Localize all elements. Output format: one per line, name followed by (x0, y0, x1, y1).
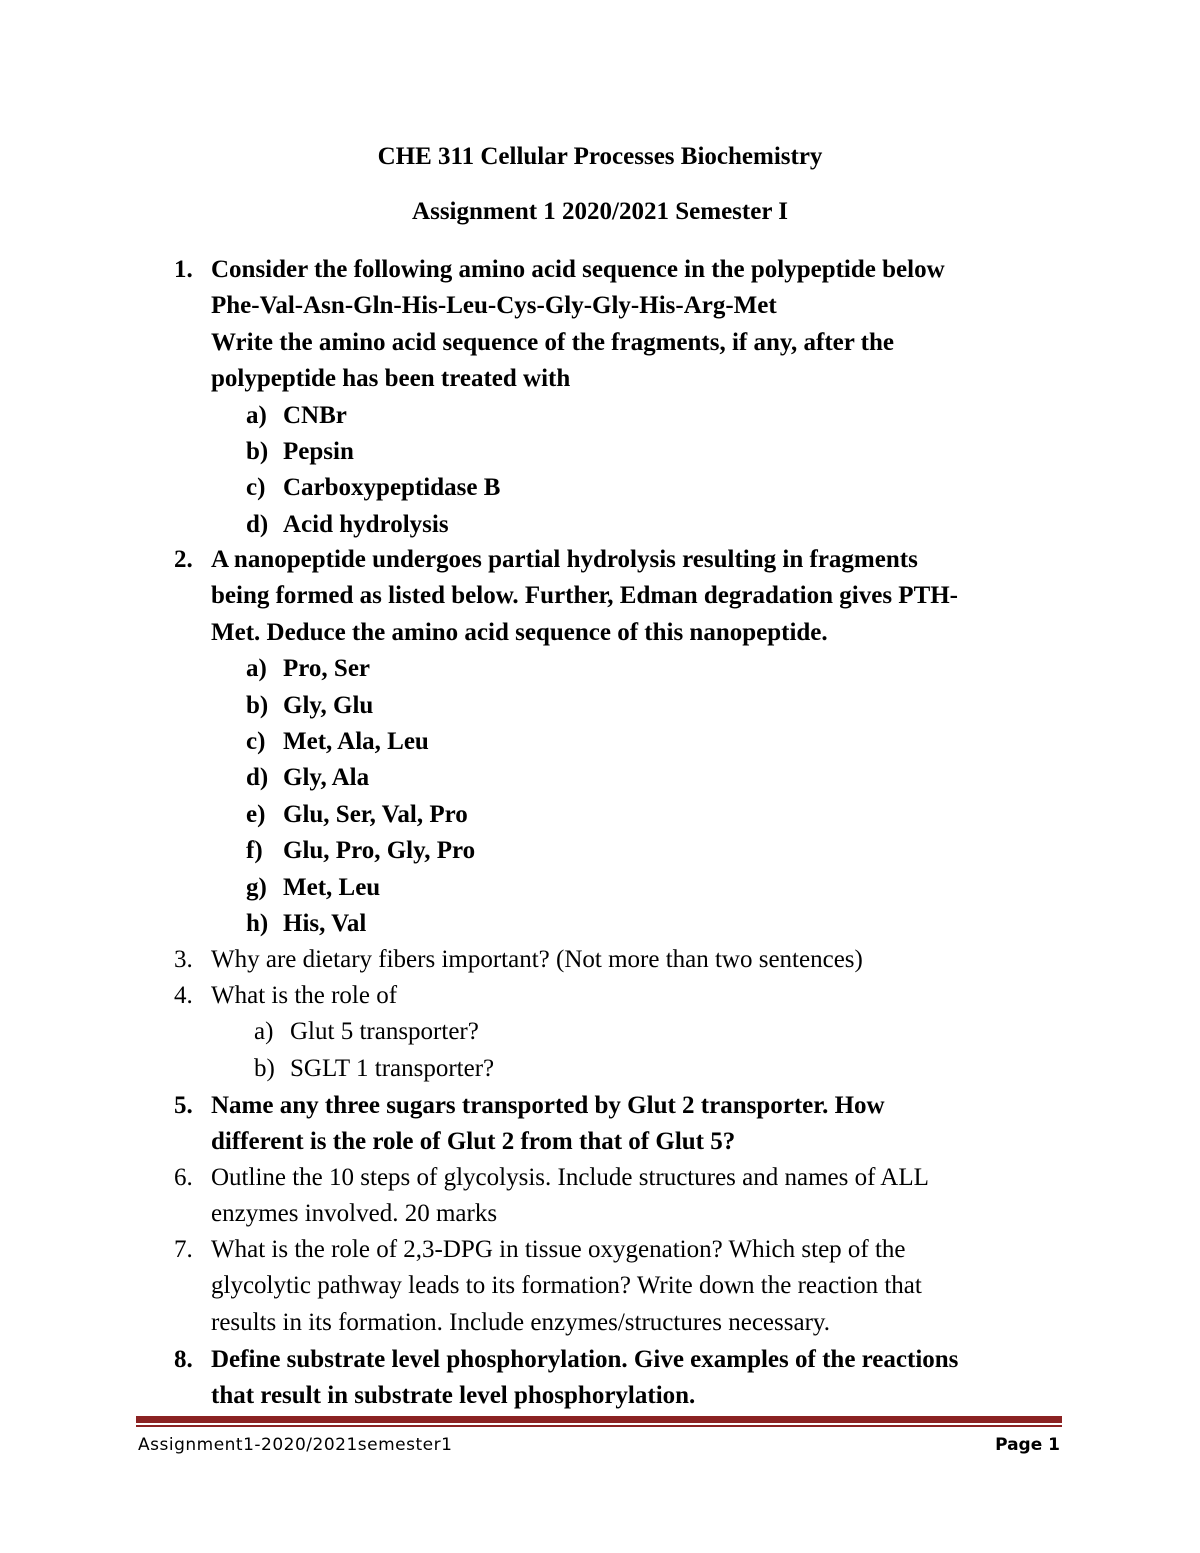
sub-item (0, 507, 1200, 543)
question-text: What is the role of (211, 982, 398, 1009)
sub-item-text: Carboxypeptidase B (283, 474, 501, 502)
question-text: Define substrate level phosphorylation. Give examples of the reactions (211, 1346, 959, 1373)
question-text: glycolytic pathway leads to its formation? Write down the reaction that (211, 1272, 922, 1300)
question-number: 3. (174, 946, 193, 973)
sub-item (0, 651, 1200, 687)
question-text: Outline the 10 steps of glycolysis. Include structures and names of ALL (211, 1164, 929, 1191)
question-number: 4. (174, 982, 193, 1009)
sub-item-label: b) (246, 437, 269, 465)
sub-item-text: Met, Ala, Leu (283, 727, 429, 755)
question-text: Write the amino acid sequence of the fragments, if any, after the (211, 328, 894, 356)
question-5 (0, 1088, 1200, 1161)
question-text: being formed as listed below. Further, Edman degradation gives PTH- (211, 582, 959, 610)
sub-item-label: c) (246, 474, 266, 502)
sub-item (0, 833, 1200, 869)
sub-item (0, 906, 1200, 942)
question-text: What is the role of 2,3-DPG in tissue oxygenation? Which step of the (211, 1236, 906, 1263)
question-text: Why are dietary fibers important? (Not more than two sentences) (211, 946, 863, 973)
question-text: that result in substrate level phosphorylation. (211, 1382, 696, 1410)
sub-item-text: Acid hydrolysis (283, 510, 449, 538)
question-text: Phe-Val-Asn-Gln-His-Leu-Cys-Gly-Gly-His-Arg-Met (211, 292, 777, 320)
sub-item-label: b) (246, 691, 269, 719)
sub-item-label: d) (246, 764, 269, 792)
question-4 (0, 978, 1200, 1087)
sub-item-label: a) (246, 655, 267, 683)
sub-item-text: Pepsin (283, 437, 354, 465)
question-text: different is the role of Glut 2 from that of Glut 5? (211, 1128, 736, 1156)
sub-item-text: SGLT 1 transporter? (290, 1054, 495, 1082)
question-2 (0, 542, 1200, 942)
sub-item-label: a) (254, 1018, 274, 1046)
question-8 (0, 1342, 1200, 1415)
question-number: 1. (174, 256, 193, 283)
question-text: A nanopeptide undergoes partial hydrolysis resulting in fragments (211, 546, 918, 573)
question-text: Consider the following amino acid sequence in the polypeptide below (211, 256, 945, 283)
sub-item (0, 470, 1200, 506)
footer-divider (136, 1416, 1062, 1423)
question-text: Met. Deduce the amino acid sequence of this nanopeptide. (211, 618, 828, 646)
sub-item (0, 870, 1200, 906)
sub-item-label: b) (254, 1054, 275, 1082)
sub-item-text: Gly, Glu (283, 691, 374, 719)
sub-item-text: Gly, Ala (283, 764, 370, 792)
sub-item (0, 1014, 1200, 1050)
question-3 (0, 942, 1200, 978)
question-text: results in its formation. Include enzymes/structures necessary. (211, 1308, 831, 1336)
question-text: enzymes involved. 20 marks (211, 1200, 498, 1228)
sub-item (0, 724, 1200, 760)
sub-item-label: a) (246, 401, 267, 429)
sub-item-label: g) (246, 873, 267, 901)
question-number: 2. (174, 546, 193, 573)
sub-item-text: Pro, Ser (283, 655, 371, 683)
question-number: 8. (174, 1346, 193, 1373)
question-1 (0, 252, 1200, 543)
sub-item-text: Met, Leu (283, 873, 381, 901)
sub-item-text: Glut 5 transporter? (290, 1018, 479, 1046)
question-text: polypeptide has been treated with (211, 365, 571, 393)
sub-item (0, 1051, 1200, 1087)
document-title: CHE 311 Cellular Processes Biochemistry (377, 143, 823, 170)
sub-item (0, 797, 1200, 833)
sub-item (0, 760, 1200, 796)
sub-item-text: CNBr (283, 401, 347, 429)
sub-item (0, 688, 1200, 724)
question-6 (0, 1160, 1200, 1233)
question-number: 5. (174, 1092, 193, 1119)
sub-item-label: e) (246, 800, 266, 828)
sub-item-text: Glu, Ser, Val, Pro (283, 800, 468, 828)
question-number: 6. (174, 1164, 193, 1191)
footer-document-name: Assignment1-2020/2021semester1 (138, 1435, 453, 1455)
sub-item (0, 398, 1200, 434)
sub-item-label: f) (246, 837, 263, 865)
sub-item-label: h) (246, 909, 269, 937)
sub-item-text: Glu, Pro, Gly, Pro (283, 837, 476, 865)
page-number: Page 1 (995, 1435, 1060, 1455)
document-subtitle: Assignment 1 2020/2021 Semester I (412, 198, 788, 225)
sub-item-text: His, Val (283, 909, 367, 937)
question-7 (0, 1232, 1200, 1341)
footer-divider-thin (136, 1425, 1062, 1427)
sub-item-label: c) (246, 727, 266, 755)
question-text: Name any three sugars transported by Glut 2 transporter. How (211, 1092, 885, 1119)
question-number: 7. (174, 1236, 193, 1263)
sub-item (0, 434, 1200, 470)
sub-item-label: d) (246, 510, 269, 538)
